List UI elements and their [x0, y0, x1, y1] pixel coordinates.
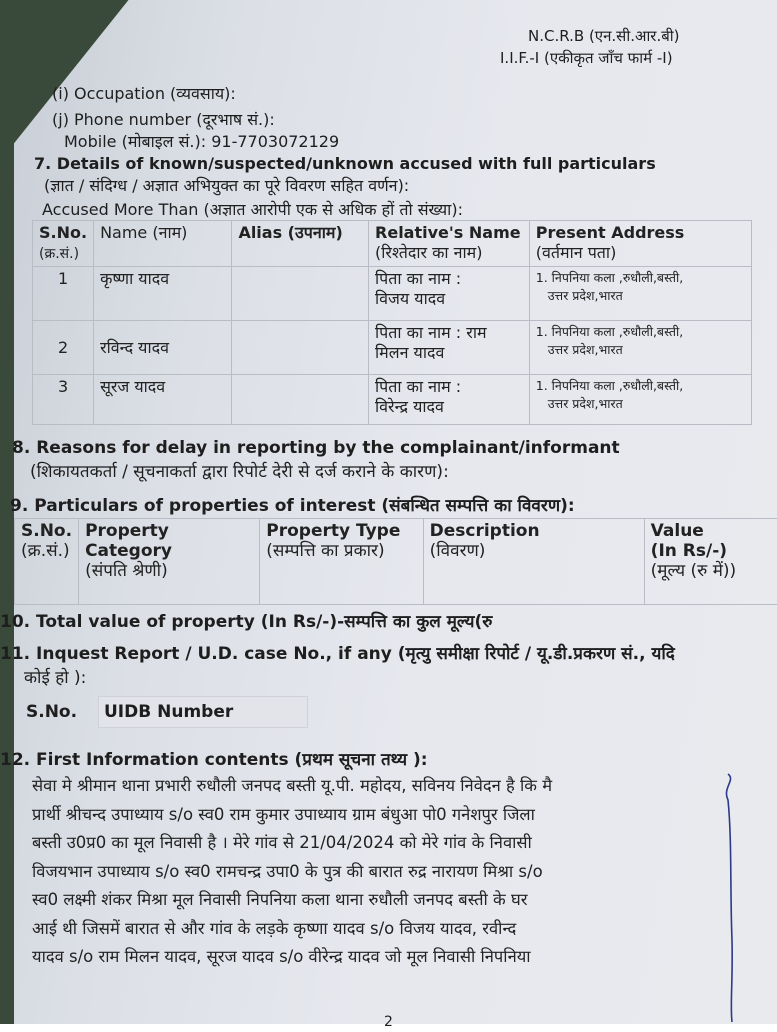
text-line: बस्ती उ0प्र0 का मूल निवासी है । मेरे गांव से 21/04/2024 को मेरे गांव के निवासी: [32, 829, 732, 858]
text-line: विजयभान उपाध्याय s/o स्व0 रामचन्द्र उपा0 के पुत्र की बारात रुद्र नारायण मिश्रा s/o: [32, 858, 732, 887]
phone-label: (j) Phone number (दूरभाष सं.):: [52, 110, 275, 130]
col-category: Property Category (संपति श्रेणी): [79, 519, 260, 605]
row-alias: [232, 321, 369, 375]
table-row: [33, 375, 752, 425]
row-sno: 3: [33, 375, 94, 425]
section10-title: 10. Total value of property (In Rs/-)-सम्पत्ति का कुल मूल्य(रु: [0, 612, 492, 632]
col-sno: S.No. (क्र.सं.): [15, 519, 79, 605]
section7-title: 7. Details of known/suspected/unknown accused with full particulars: [34, 154, 656, 174]
table-row: [33, 267, 752, 321]
row-name: कृष्णा यादव: [94, 267, 232, 321]
col-relative: Relative's Name (रिश्तेदार का नाम): [369, 221, 530, 267]
row-relative: पिता का नाम : विरेन्द्र यादव: [369, 375, 530, 425]
first-information-text: [32, 772, 732, 972]
margin-pen-line: [714, 770, 744, 1024]
row-sno: 1: [33, 267, 94, 321]
section11-sno: S.No.: [26, 702, 77, 722]
row-address: 1. निपनिया कला ,रुधौली,बस्ती, उत्तर प्रदेश,भारत: [529, 321, 751, 375]
table-row: [33, 321, 752, 375]
text-line: प्रार्थी श्रीचन्द उपाध्याय s/o स्व0 राम कुमार उपाध्याय ग्राम बंधुआ पो0 गनेशपुर जिला: [32, 801, 732, 830]
property-table-header: [15, 519, 777, 605]
row-name: रविन्द यादव: [94, 321, 232, 375]
section11-title-cont: कोई हो ):: [24, 668, 86, 688]
accused-table-header: [33, 221, 752, 267]
section7-subtitle: (ज्ञात / संदिग्ध / अज्ञात अभियुक्त का पूरे विवरण सहित वर्णन):: [44, 176, 409, 196]
col-value: Value (In Rs/-) (मूल्य (रु में)): [644, 519, 777, 605]
text-line: स्व0 लक्ष्मी शंकर मिश्रा मूल निवासी निपनिया कला थाना रुधौली जनपद बस्ती के घर: [32, 886, 732, 915]
row-relative: पिता का नाम : राम मिलन यादव: [369, 321, 530, 375]
col-address: Present Address (वर्तमान पता): [529, 221, 751, 267]
row-relative: पिता का नाम : विजय यादव: [369, 267, 530, 321]
form-header: I.I.F.-I (एकीकृत जाँच फार्म -I): [500, 48, 673, 68]
row-sno: 2: [33, 321, 94, 375]
col-description: Description (विवरण): [423, 519, 644, 605]
accused-more-than: Accused More Than (अज्ञात आरोपी एक से अधिक हों तो संख्या):: [42, 200, 463, 220]
text-line: यादव s/o राम मिलन यादव, सूरज यादव s/o वीरेन्द्र यादव जो मूल निवासी निपनिया: [32, 943, 732, 972]
row-name: सूरज यादव: [94, 375, 232, 425]
mobile-label: Mobile (मोबाइल सं.): 91-7703072129: [64, 132, 339, 152]
occupation-label: (i) Occupation (व्यवसाय):: [52, 84, 236, 104]
row-address: 1. निपनिया कला ,रुधौली,बस्ती, उत्तर प्रदेश,भारत: [529, 267, 751, 321]
col-type: Property Type (सम्पत्ति का प्रकार): [260, 519, 423, 605]
text-line: आई थी जिसमें बारात से और गांव के लड़के कृष्णा यादव s/o विजय यादव, रवीन्द: [32, 915, 732, 944]
ncrb-header: N.C.R.B (एन.सी.आर.बी): [528, 26, 680, 46]
section11-title: 11. Inquest Report / U.D. case No., if any (मृत्यु समीक्षा रिपोर्ट / यू.डी.प्रकरण सं., यदि: [0, 644, 675, 664]
text-line: सेवा मे श्रीमान थाना प्रभारी रुधौली जनपद बस्ती यू.पी. महोदय, सविनय निवेदन है कि मै: [32, 772, 732, 801]
section8-title: 8. Reasons for delay in reporting by the complainant/informant: [12, 438, 620, 458]
col-alias: Alias (उपनाम): [232, 221, 369, 267]
section9-title: 9. Particulars of properties of interest (संबन्धित सम्पत्ति का विवरण):: [10, 496, 575, 516]
uidb-number-label: UIDB Number: [104, 702, 233, 722]
col-sno: S.No. (क्र.सं.): [33, 221, 94, 267]
accused-table: [32, 220, 752, 425]
property-table: [14, 518, 777, 605]
section8-subtitle: (शिकायतकर्ता / सूचनाकर्ता द्वारा रिपोर्ट देरी से दर्ज कराने के कारण):: [30, 462, 449, 482]
page-number: 2: [384, 1012, 393, 1032]
col-name: Name (नाम): [94, 221, 232, 267]
row-alias: [232, 375, 369, 425]
row-address: 1. निपनिया कला ,रुधौली,बस्ती, उत्तर प्रदेश,भारत: [529, 375, 751, 425]
section12-title: 12. First Information contents (प्रथम सूचना तथ्य ):: [0, 750, 428, 770]
row-alias: [232, 267, 369, 321]
